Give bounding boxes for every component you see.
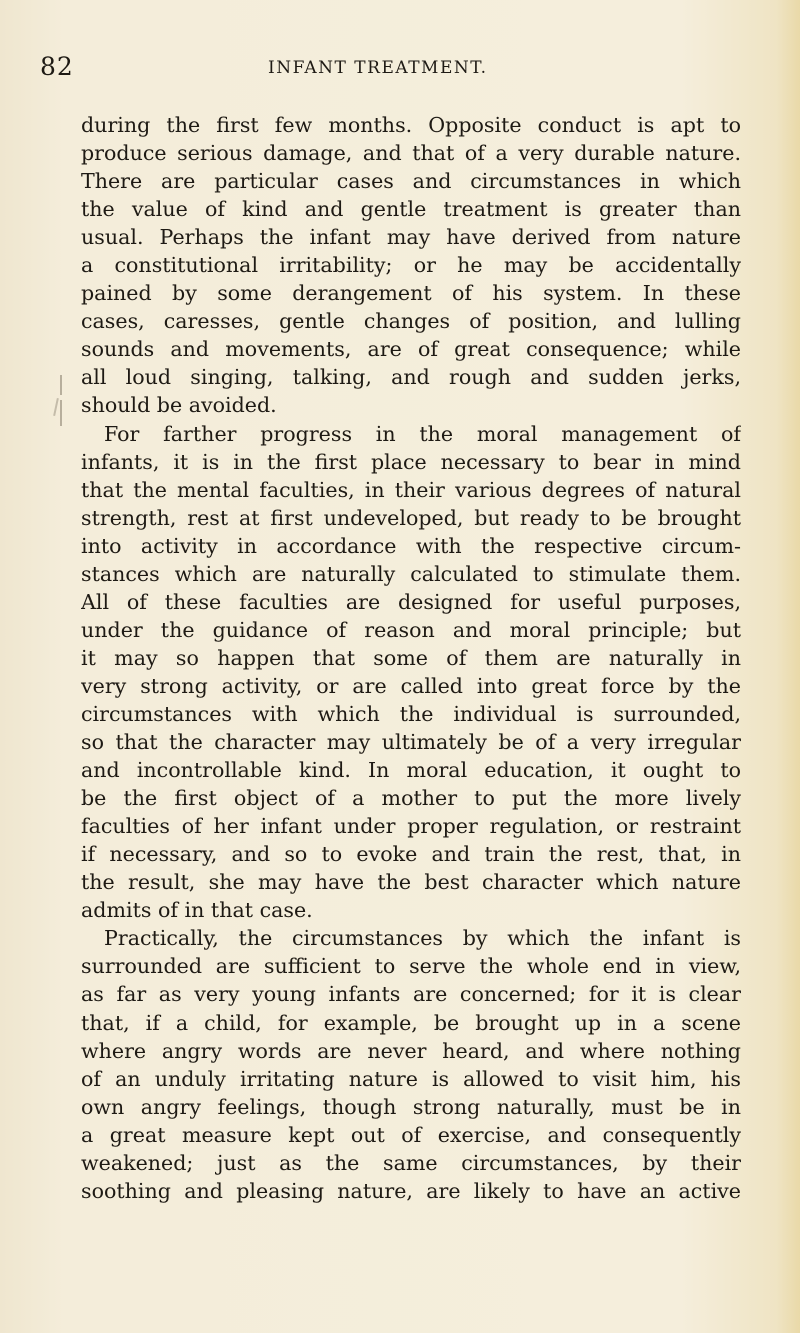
text-line: sounds and movements, are of great consequence; while — [81, 337, 741, 362]
text-line: should be avoided. — [81, 393, 277, 418]
text-line: the result, she may have the best character which nature — [81, 870, 741, 895]
text-line: as far as very young infants are concerned; for it is clear — [81, 982, 741, 1007]
text-line: cases, caresses, gentle changes of position, and lulling — [81, 309, 741, 334]
text-line: soothing and pleasing nature, are likely to have an active — [81, 1178, 741, 1203]
running-head — [0, 52, 800, 82]
text-line: of an unduly irritating nature is allowed to visit him, his — [81, 1066, 741, 1091]
text-line: that, if a child, for example, be brought up in a scene — [81, 1010, 741, 1035]
text-line: usual. Perhaps the infant may have derived from nature — [81, 225, 741, 250]
text-line: admits of in that case. — [81, 898, 313, 923]
text-line: circumstances with which the individual is surrounded, — [81, 701, 741, 726]
text-line: Practically, the circumstances by which the infant is — [104, 926, 741, 951]
text-line: during the first few months. Opposite conduct is apt to — [81, 113, 741, 137]
text-line: a great measure kept out of exercise, and consequently — [81, 1122, 741, 1147]
text-line: a constitutional irritability; or he may be accidentally — [81, 253, 741, 278]
text-line: the value of kind and gentle treatment is greater than — [81, 197, 741, 222]
text-line: it may so happen that some of them are naturally in — [81, 645, 741, 670]
text-line: For farther progress in the moral management of — [104, 421, 741, 446]
text-line: into activity in accordance with the respective circum- — [81, 533, 741, 558]
text-line: surrounded are sufficient to serve the whole end in view, — [81, 954, 741, 979]
running-title: INFANT TREATMENT. — [268, 58, 488, 78]
text-line: under the guidance of reason and moral principle; but — [81, 617, 741, 642]
text-line: very strong activity, or are called into great force by the — [81, 673, 741, 698]
text-line: produce serious damage, and that of a very durable nature. — [81, 141, 741, 166]
text-line: be the first object of a mother to put the more lively — [81, 786, 741, 811]
margin-pencil-mark — [60, 400, 62, 426]
page-number: 82 — [40, 52, 74, 81]
text-line: own angry feelings, though strong naturally, must be in — [81, 1094, 741, 1119]
margin-pencil-mark — [53, 398, 59, 416]
text-line: weakened; just as the same circumstances, by their — [81, 1150, 741, 1175]
text-line: There are particular cases and circumstances in which — [81, 169, 741, 194]
margin-pencil-mark — [60, 375, 62, 395]
text-line: All of these faculties are designed for useful purposes, — [81, 589, 741, 614]
text-line: if necessary, and so to evoke and train the rest, that, in — [81, 842, 741, 867]
text-line: pained by some derangement of his system. In these — [81, 281, 741, 306]
text-line: faculties of her infant under proper regulation, or restraint — [81, 814, 741, 839]
text-line: that the mental faculties, in their various degrees of natural — [81, 477, 741, 502]
text-line: where angry words are never heard, and where nothing — [81, 1038, 741, 1063]
text-line: infants, it is in the first place necessary to bear in mind — [81, 449, 741, 474]
text-line: strength, rest at first undeveloped, but ready to be brought — [81, 505, 741, 530]
body-text — [81, 111, 741, 1205]
text-line: all loud singing, talking, and rough and sudden jerks, — [81, 365, 741, 390]
text-line: stances which are naturally calculated to stimulate them. — [81, 561, 741, 586]
text-line: so that the character may ultimately be of a very irregular — [81, 730, 741, 755]
text-line: and incontrollable kind. In moral education, it ought to — [81, 758, 741, 783]
